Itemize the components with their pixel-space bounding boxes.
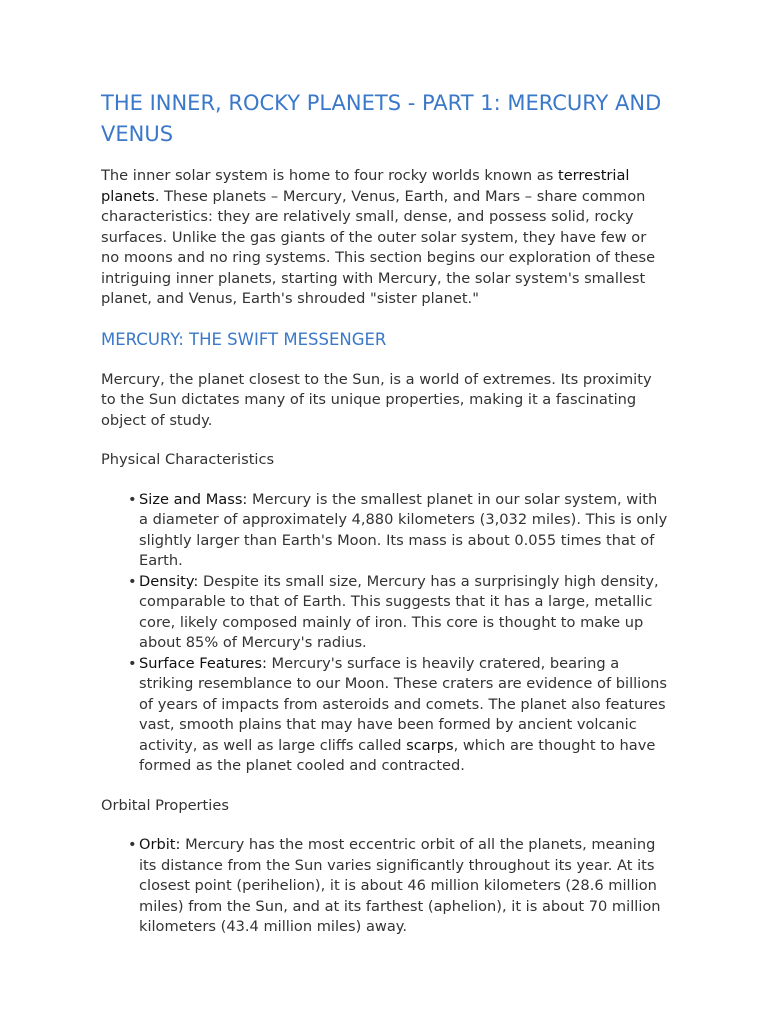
list-item-text: Mercury is the smallest planet in our solar system, with a diameter of approximately 4,880 kilometers (3,032 miles). This is only slightly larger than Earth's Moon. Its mass is about 0.055 times that of Earth. [139,490,668,569]
list-item-size-and-mass [128,490,668,572]
list-item-text: Mercury's surface is heavily cratered, bearing a striking resemblance to our Moon. These craters are evidence of billions of years of impacts from asteroids and comets. The planet also features vast, smooth plains that may have been formed by ancient volcanic activity, as well as large cliffs called [139,654,668,754]
orbital-properties-heading: Orbital Properties [101,796,229,814]
list-item-text: , which are thought to have formed as the planet cooled and contracted. [139,736,656,774]
intro-text-before: The inner solar system is home to four rocky worlds known as [101,167,558,184]
orbital-properties-list [101,835,668,938]
list-item-text: Despite its small size, Mercury has a surprisingly high density, comparable to that of Earth. This suggests that it has a large, metallic core, likely composed mainly of iron. This core is thought to make up about 85% of Mercury's radius. [139,572,659,651]
list-item-label: Density: [139,572,199,590]
mercury-heading: MERCURY: THE SWIFT MESSENGER [101,329,387,349]
page-title: THE INNER, ROCKY PLANETS - PART 1: MERCURY AND VENUS [101,91,662,146]
mercury-intro-paragraph: Mercury, the planet closest to the Sun, is a world of extremes. Its proximity to the Sun dictates many of its unique properties, making it a fascinating object of study. [101,370,652,429]
list-item-label: Surface Features: [139,654,267,672]
intro-text-after: . These planets – Mercury, Venus, Earth, and Mars – share common characteristics: they are relatively small, dense, and possess solid, rocky surfaces. Unlike the gas giants of the outer solar system, they have few or no moons and no ring systems. This section begins our exploration of these intriguing inner planets, starting with Mercury, the solar system's smallest planet, and Venus, Earth's shrouded "sister planet." [101,187,656,307]
list-item-text: Mercury has the most eccentric orbit of all the planets, meaning its distance from the Sun varies significantly throughout its year. At its closest point (perihelion), it is about 46 million kilometers (28.6 million miles) from the Sun, and at its farthest (aphelion), it is about 70 million kilometers (43.4 million miles) away. [139,836,661,935]
list-item-orbit [128,835,668,938]
intro-paragraph [101,166,668,310]
physical-characteristics-list [101,490,668,777]
physical-characteristics-heading: Physical Characteristics [101,451,275,468]
intro-term: terrestrial planets [101,167,630,205]
list-item-density [128,572,668,654]
list-item-term: scarps [406,736,454,754]
list-item-label: Orbit: [139,836,181,853]
list-item-surface-features [128,654,668,777]
list-item-label: Size and Mass: [139,490,248,508]
